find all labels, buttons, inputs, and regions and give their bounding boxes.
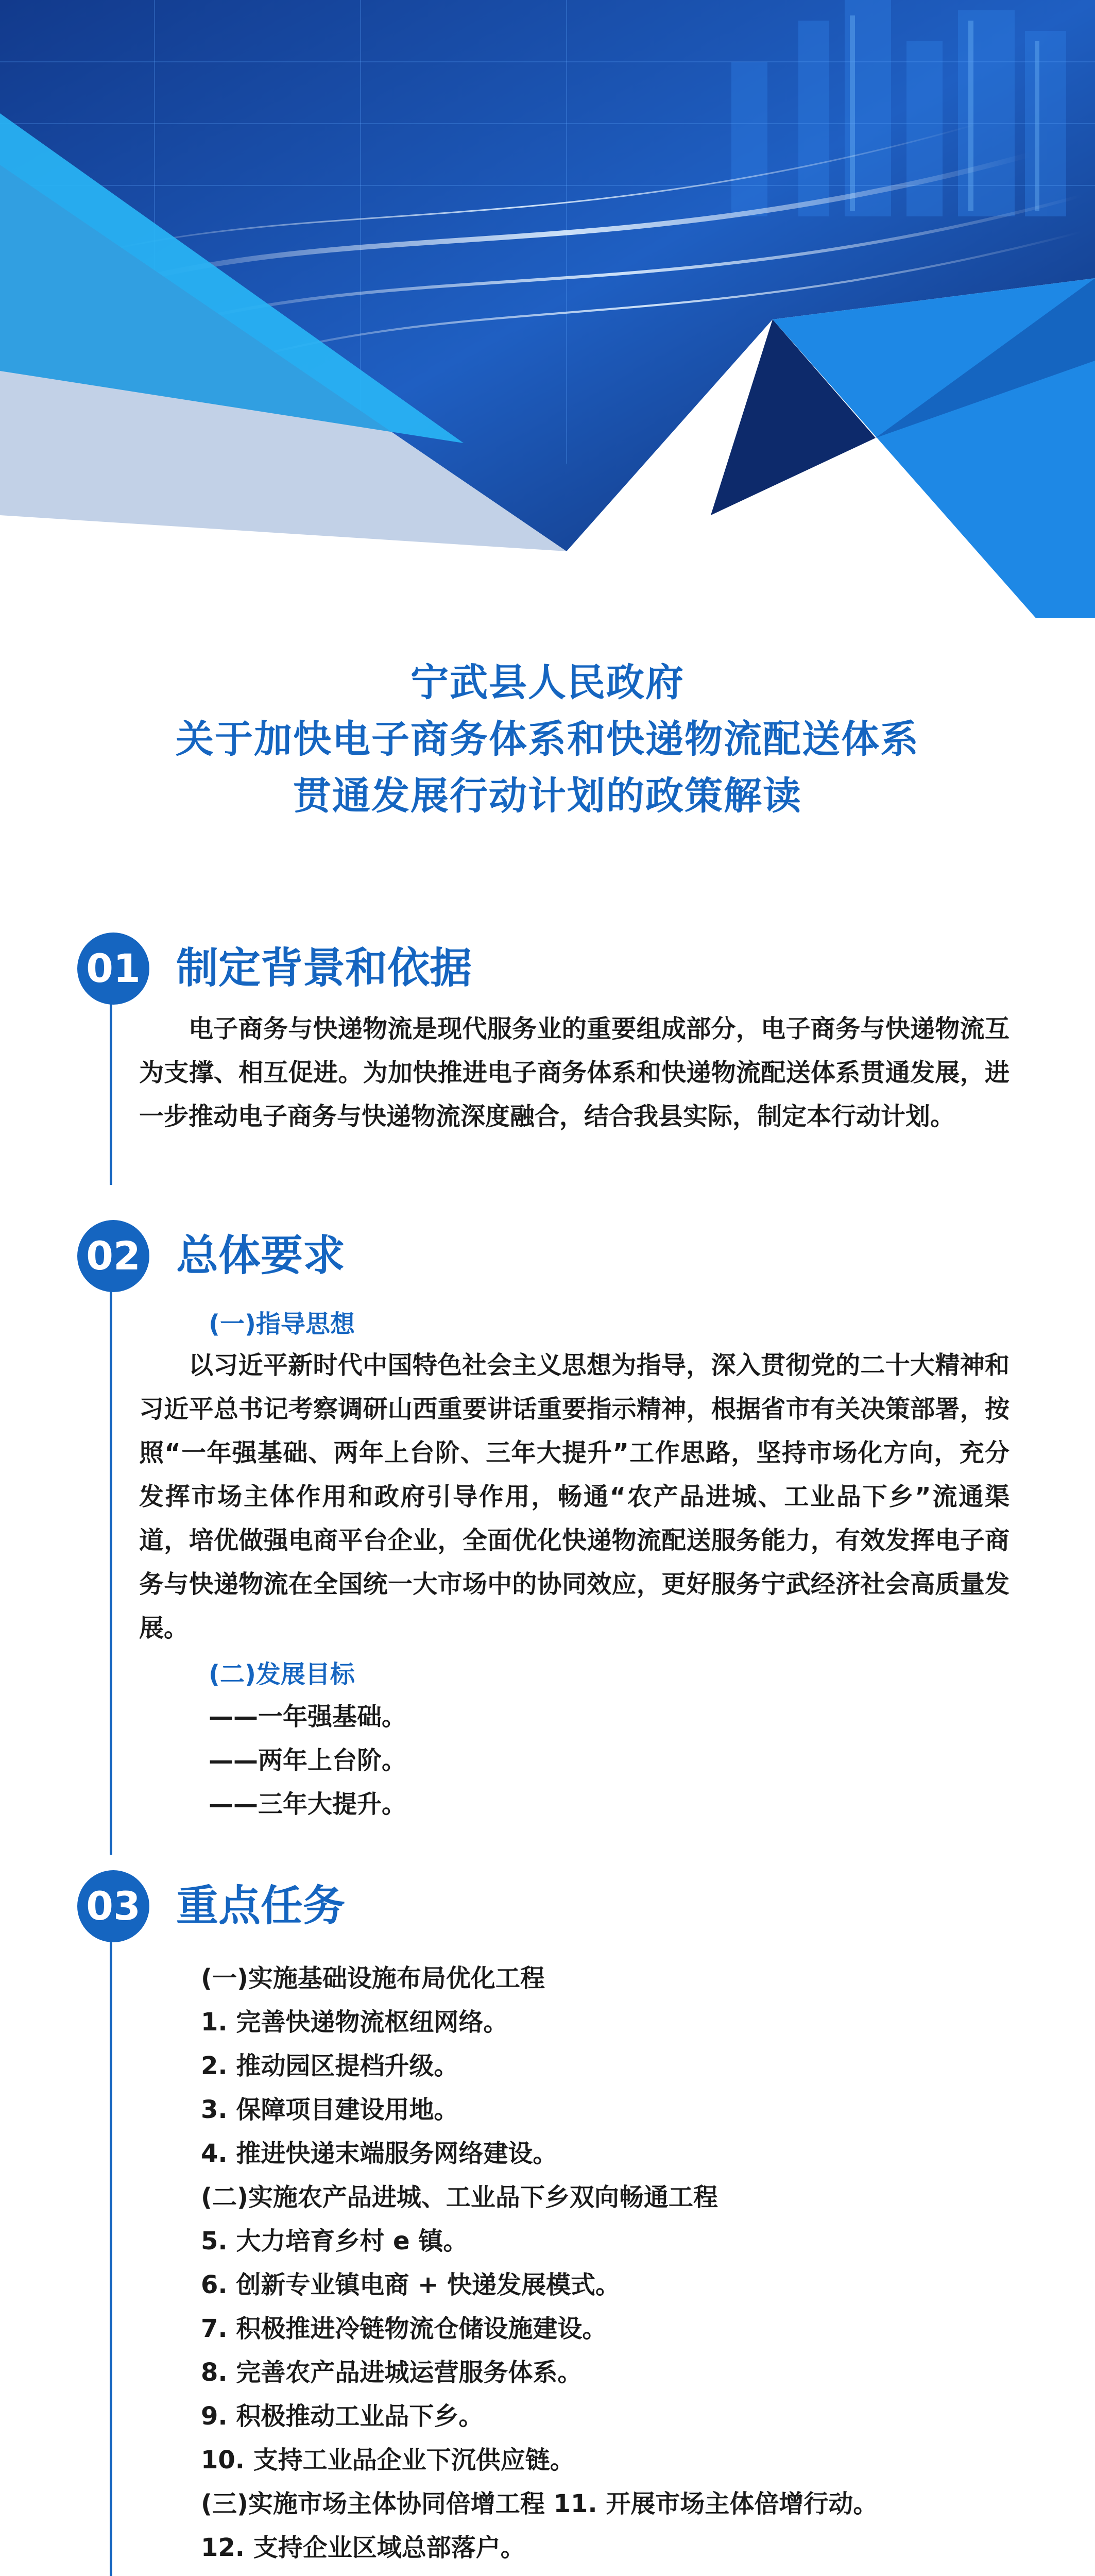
hero-banner — [0, 0, 1095, 618]
task-item: 2. 推动园区提档升级。 — [201, 2052, 459, 2080]
connector-line-2 — [110, 1288, 112, 1855]
task-item: 3. 保障项目建设用地。 — [201, 2095, 459, 2124]
task-item — [139, 2570, 1010, 2576]
task-item: 7. 积极推进冷链物流仓储设施建设。 — [201, 2314, 607, 2343]
title-line-1: 宁武县人民政府 — [410, 660, 685, 705]
section-1-title: 制定背景和依据 — [176, 944, 472, 993]
task-item: (三)实施市场主体协同倍增工程 11. 开展市场主体倍增行动。 — [201, 2489, 878, 2518]
task-item: 1. 完善快递物流枢纽网络。 — [201, 2008, 508, 2037]
section-2-paragraph: 以习近平新时代中国特色社会主义思想为指导，深入贯彻党的二十大精神和习近平总书记考察调研山西重要讲话重要指示精神，根据省市有关决策部署，按照“一年强基础、两年上台阶、三年大提升”工作思路，坚持市场化方向，充分发挥市场主体作用和政府引导作用，畅通“农产品进城、工业品下乡”流通渠道，培优做强电商平台企业，全面优化快递物流配送服务能力，有效发挥电子商务与快递物流在全国统一大市场中的协同效应，更好服务宁武经济社会高质量发展。 — [139, 1351, 1010, 1642]
task-item: 12. 支持企业区域总部落户。 — [201, 2533, 525, 2562]
section-2-number-badge: 02 — [77, 1220, 149, 1292]
task-item: 9. 积极推动工业品下乡。 — [201, 2402, 484, 2431]
section-3-number-badge: 03 — [77, 1870, 149, 1942]
task-item: (二)实施农产品进城、工业品下乡双向畅通工程 — [201, 2183, 718, 2212]
section-1-paragraph: 电子商务与快递物流是现代服务业的重要组成部分，电子商务与快递物流互为支撑、相互促进。为加快推进电子商务体系和快递物流配送体系贯通发展，进一步推动电子商务与快递物流深度融合，结合我县实际，制定本行动计划。 — [139, 1014, 1010, 1131]
section-1-number-badge: 01 — [77, 933, 149, 1005]
section-2-goals-list — [209, 1695, 981, 1826]
task-item: 4. 推进快递末端服务网络建设。 — [201, 2139, 558, 2168]
section-3-task-list — [139, 1957, 1010, 2576]
connector-line-3 — [110, 1942, 112, 2576]
document-title — [0, 654, 1095, 824]
section-3-title: 重点任务 — [176, 1882, 346, 1930]
title-line-2: 关于加快电子商务体系和快递物流配送体系 — [176, 717, 919, 761]
task-item: 8. 完善农产品进城运营服务体系。 — [201, 2358, 583, 2387]
hero-graphic — [0, 0, 1095, 618]
task-item: 5. 大力培育乡村 e 镇。 — [201, 2227, 468, 2256]
task-item: (一)实施基础设施布局优化工程 — [201, 1964, 545, 1993]
title-line-3: 贯通发展行动计划的政策解读 — [293, 774, 802, 818]
goal-item: ——三年大提升。 — [209, 1790, 407, 1819]
goal-item: ——两年上台阶。 — [209, 1746, 407, 1775]
section-2-subheading-2: (二)发展目标 — [209, 1660, 355, 1689]
goal-item: ——一年强基础。 — [209, 1702, 407, 1731]
section-2-title: 总体要求 — [176, 1231, 346, 1280]
connector-line-1 — [110, 979, 112, 1185]
section-2-subheading-1: (一)指导思想 — [209, 1310, 355, 1338]
task-item: 6. 创新专业镇电商 + 快递发展模式。 — [201, 2270, 620, 2299]
task-item: 10. 支持工业品企业下沉供应链。 — [201, 2446, 575, 2475]
